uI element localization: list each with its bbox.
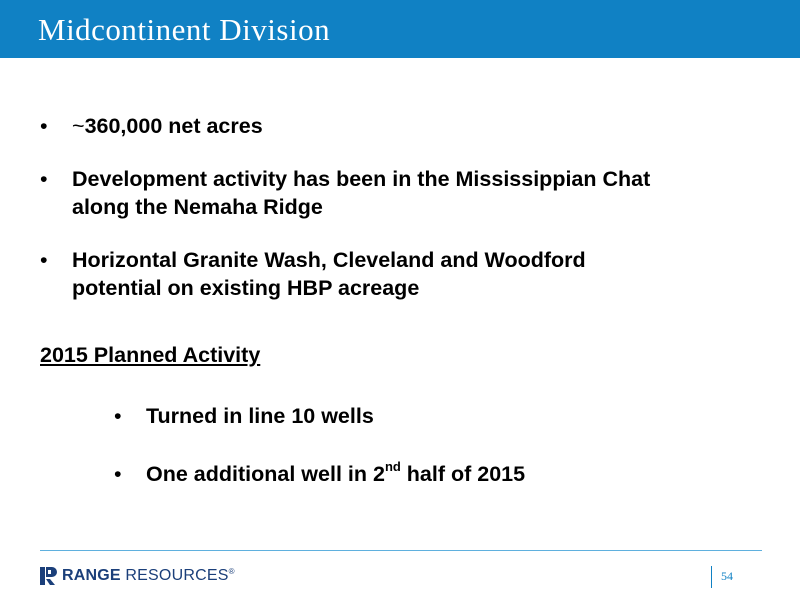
bullet-text-line-1: Development activity has been in the Mississippian Chat [72,167,651,191]
logo-wordmark [62,567,235,585]
logo-text-resources: RESOURCES [120,567,229,584]
bullet-dot: • [40,248,48,272]
section-heading-planned-activity: 2015 Planned Activity [40,343,261,367]
range-resources-r-logo-icon [40,567,58,585]
bullet-dot: • [40,114,48,138]
main-bullet-list [40,112,760,327]
bullet-development-activity [40,165,760,221]
bullet-text-line-1: Horizontal Granite Wash, Cleveland and Woodford [72,248,586,272]
bullet-dot: • [40,167,48,191]
superscript-ordinal: nd [384,458,401,474]
bullet-net-acres [40,112,760,140]
bullet-dot: • [114,404,122,428]
sub-bullet-turned-in-line [114,402,754,430]
title-bar [0,0,800,58]
approx-symbol: ~ [72,114,85,138]
bullet-text: Turned in line 10 wells [146,404,374,428]
range-resources-logo [40,566,235,586]
registered-mark: ® [228,567,235,576]
bullet-text-line-2: along the Nemaha Ridge [72,195,323,219]
bullet-text-line-2: potential on existing HBP acreage [72,276,420,300]
planned-activity-list [114,402,754,518]
slide-title: Midcontinent Division [38,12,331,47]
logo-text-range: RANGE [62,567,121,584]
sub-bullet-additional-well [114,460,754,488]
page-number: 54 [721,569,733,583]
footer-divider [40,550,762,551]
bullet-horizontal-potential [40,246,760,302]
bullet-text-end: half of 2015 [400,462,526,486]
page-number-separator [711,566,712,588]
bullet-text: 360,000 net acres [84,114,263,138]
bullet-text: One additional well in 2 [146,462,385,486]
bullet-dot: • [114,462,122,486]
